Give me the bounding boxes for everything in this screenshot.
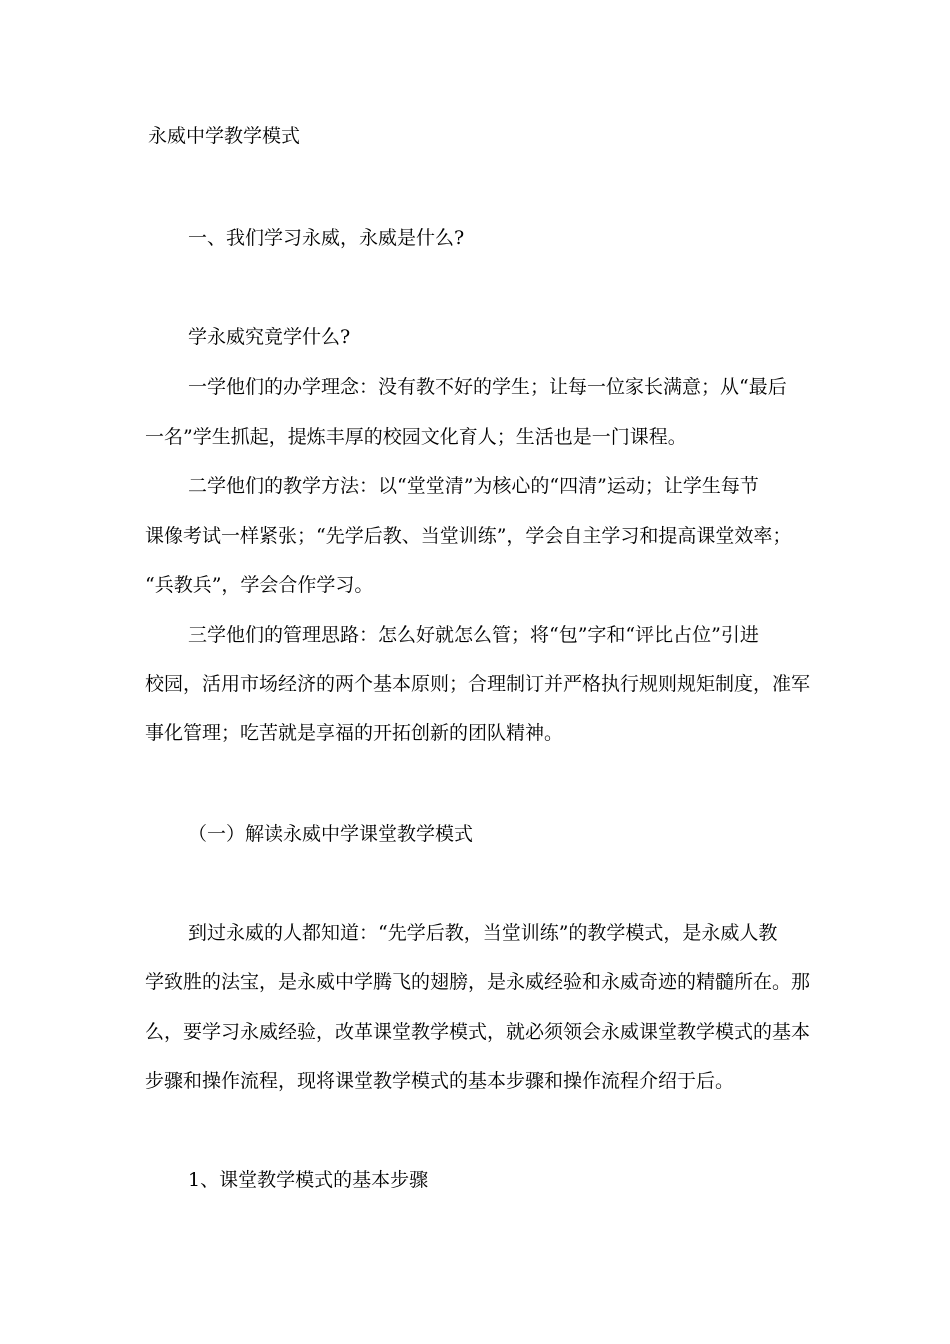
para4-line3: 么，要学习永威经验，改革课堂教学模式，就必须领会永威课堂教学模式的基本 (145, 1021, 811, 1043)
section1-heading: 1、课堂教学模式的基本步骤 (188, 1169, 429, 1191)
para2-line2: 课像考试一样紧张；“先学后教、当堂训练”，学会自主学习和提高课堂效率； (145, 525, 792, 547)
para2-line1: 二学他们的教学方法：以“堂堂清”为核心的“四清”运动；让学生每节 (188, 475, 759, 497)
para1-line1: 一学他们的办学理念：没有教不好的学生；让每一位家长满意；从“最后 (188, 376, 787, 398)
para2-line3: “兵教兵”，学会合作学习。 (145, 574, 374, 596)
para3-line2: 校园，活用市场经济的两个基本原则；合理制订并严格执行规则规矩制度，准军 (145, 673, 811, 695)
para4-line4: 步骤和操作流程，现将课堂教学模式的基本步骤和操作流程介绍于后。 (145, 1070, 735, 1092)
para4-line2: 学致胜的法宝，是永威中学腾飞的翅膀，是永威经验和永威奇迹的精髓所在。那 (145, 971, 811, 993)
question-what-to-learn: 学永威究竟学什么? (188, 326, 351, 348)
para1-line2: 一名”学生抓起，提炼丰厚的校园文化育人；生活也是一门课程。 (145, 426, 687, 448)
para4-line1: 到过永威的人都知道：“先学后教，当堂训练”的教学模式，是永威人教 (188, 922, 778, 944)
subheading-classroom-model: （一）解读永威中学课堂教学模式 (188, 823, 474, 845)
document-title: 永威中学教学模式 (148, 125, 301, 147)
heading-what-is-yongwei: 一、我们学习永威，永威是什么? (188, 227, 465, 249)
para3-line1: 三学他们的管理思路：怎么好就怎么管；将“包”字和“评比占位”引进 (188, 624, 759, 646)
para3-line3: 事化管理；吃苦就是享福的开拓创新的团队精神。 (145, 722, 564, 744)
